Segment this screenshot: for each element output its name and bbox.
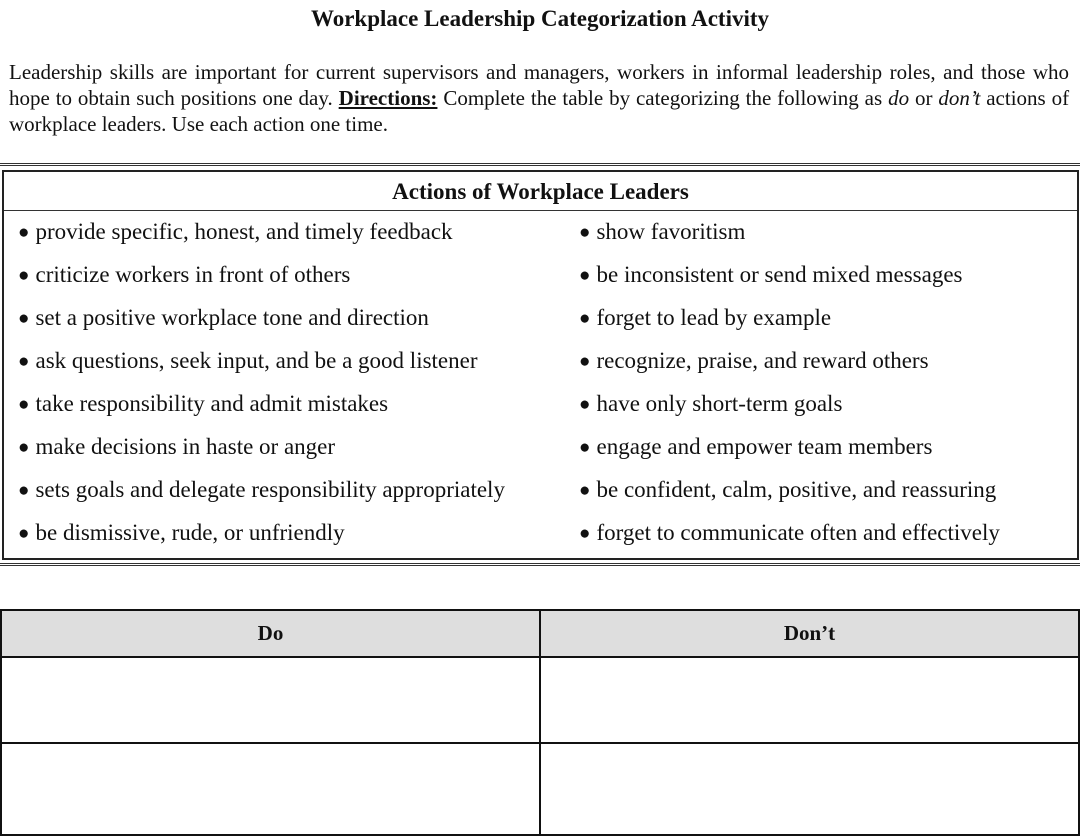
actions-left-column <box>18 217 505 561</box>
actions-right-column <box>579 217 1000 561</box>
answer-table <box>0 609 1080 836</box>
directions-label: Directions: <box>338 86 438 110</box>
bullet-icon: ● <box>579 308 591 329</box>
action-item: ● provide specific, honest, and timely feedback <box>18 219 453 244</box>
or-word: or <box>914 86 933 110</box>
action-item: ● sets goals and delegate responsibility appropriately <box>18 477 505 502</box>
dont-answer-cell[interactable] <box>540 743 1079 835</box>
dont-answer-cell[interactable] <box>540 657 1079 743</box>
action-item: ● forget to lead by example <box>579 305 832 330</box>
bullet-icon: ● <box>18 480 30 501</box>
bullet-icon: ● <box>18 265 30 286</box>
action-item: ● be dismissive, rude, or unfriendly <box>18 520 345 545</box>
page-title: Workplace Leadership Categorization Activity <box>310 6 770 31</box>
bullet-icon: ● <box>579 437 591 458</box>
bullet-icon: ● <box>579 351 591 372</box>
action-item: ● set a positive workplace tone and direction <box>18 305 429 330</box>
directions-text-end: actions of workplace leaders. Use each action one time. <box>9 86 1070 136</box>
table-row <box>1 743 1079 835</box>
actions-heading: Actions of Workplace Leaders <box>4 172 1077 211</box>
answer-header-row <box>1 610 1079 657</box>
do-word: do <box>888 86 910 110</box>
bullet-icon: ● <box>18 351 30 372</box>
bullet-icon: ● <box>18 437 30 458</box>
action-item: ● forget to communicate often and effectively <box>579 520 1000 545</box>
action-item: ● have only short-term goals <box>579 391 843 416</box>
intro-text: Leadership skills are important for current supervisors and managers, workers in informal leadership roles, and those who hope to obtain such positions one day. <box>9 60 1069 110</box>
dont-word: don’t <box>938 86 981 110</box>
bullet-icon: ● <box>18 394 30 415</box>
do-column-header: Do <box>1 610 540 657</box>
action-item: ● ask questions, seek input, and be a good listener <box>18 348 478 373</box>
table-row <box>1 657 1079 743</box>
bullet-icon: ● <box>579 222 591 243</box>
bullet-icon: ● <box>579 523 591 544</box>
bullet-icon: ● <box>18 308 30 329</box>
bullet-icon: ● <box>579 394 591 415</box>
action-item: ● take responsibility and admit mistakes <box>18 391 389 416</box>
action-item: ● make decisions in haste or anger <box>18 434 336 459</box>
bullet-icon: ● <box>18 523 30 544</box>
do-answer-cell[interactable] <box>1 743 540 835</box>
action-item: ● be confident, calm, positive, and reassuring <box>579 477 997 502</box>
bullet-icon: ● <box>18 222 30 243</box>
action-item: ● engage and empower team members <box>579 434 933 459</box>
directions-text: Complete the table by categorizing the following as <box>443 86 883 110</box>
intro-paragraph <box>9 59 1069 137</box>
bullet-icon: ● <box>579 265 591 286</box>
dont-column-header: Don’t <box>540 610 1079 657</box>
action-item: ● be inconsistent or send mixed messages <box>579 262 963 287</box>
action-item: ● recognize, praise, and reward others <box>579 348 929 373</box>
action-item: ● show favoritism <box>579 219 746 244</box>
do-answer-cell[interactable] <box>1 657 540 743</box>
bullet-icon: ● <box>579 480 591 501</box>
action-item: ● criticize workers in front of others <box>18 262 351 287</box>
actions-box <box>0 163 1080 566</box>
